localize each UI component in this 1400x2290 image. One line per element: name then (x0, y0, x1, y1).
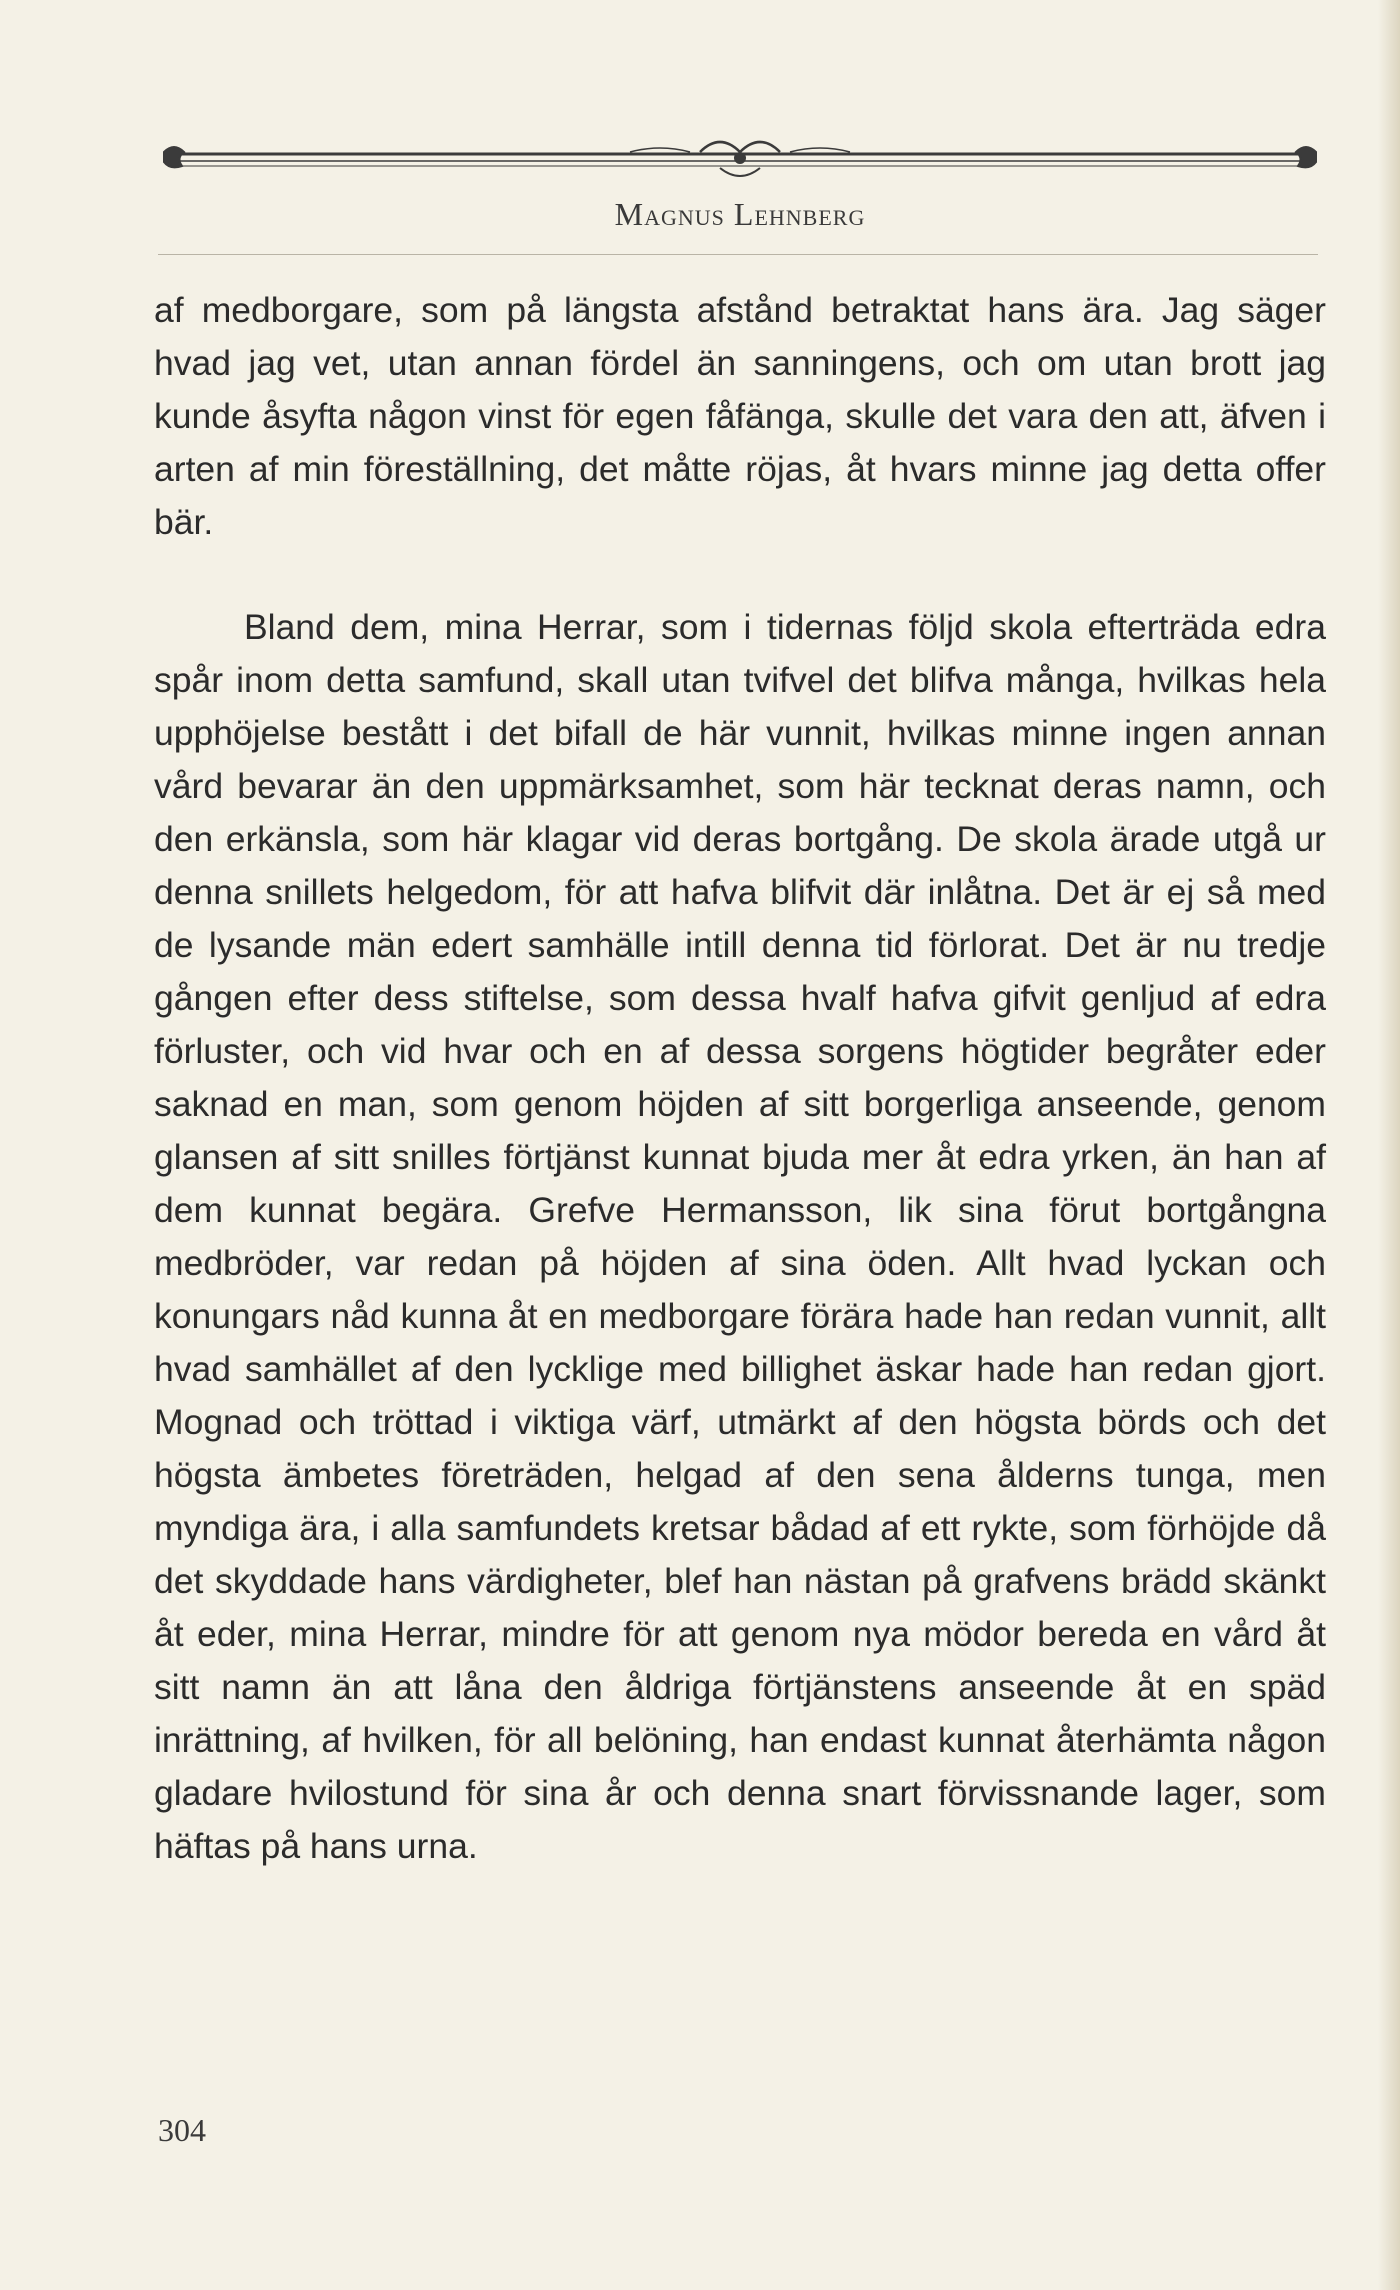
paragraph-gap (154, 549, 1326, 601)
paragraph-2: Bland dem, mina Herrar, som i tidernas följd skola efterträda edra spår inom detta samfund, skall utan tvifvel det blifva många, hvilkas hela upphöjelse bestått i det bifall de här vunnit, hvilkas minne ingen annan vård bevarar än den uppmärksamhet, som här tecknat deras namn, och den erkänsla, som här klagar vid deras bortgång. De skola ärade utgå ur denna snillets helgedom, för att hafva blifvit där inlåtna. Det är ej så med de lysande män edert samhälle intill denna tid förlorat. Det är nu tredje gången efter dess stiftelse, som dessa hvalf hafva gifvit genljud af edra förluster, och vid hvar och en af dessa sorgens högtider begråter eder saknad en man, som genom höjden af sitt borgerliga anseende, genom glansen af sitt snilles förtjänst kunnat bjuda mer åt edra yrken, än han af dem kunnat begära. Grefve Hermansson, lik sina förut bortgångna medbröder, var redan på höjden af sina öden. Allt hvad lyckan och konungars nåd kunna åt en medborgare förära hade han redan vunnit, allt hvad samhället af den lycklige med billighet äskar hade han redan gjort. Mognad och tröttad i viktiga värf, utmärkt af den högsta börds och det högsta ämbetes företräden, helgad af den sena ålderns tunga, men myndiga ära, i alla samfundets kretsar bådad af ett rykte, som förhöjde då det skyddade hans värdigheter, blef han nästan på grafvens brädd skänkt åt eder, mina Herrar, mindre för att genom nya mödor bereda en vård åt sitt namn än att låna den åldriga förtjänstens anseende åt en späd inrättning, af hvilken, för all belöning, han endast kunnat återhämta någon gladare hvilostund för sina år och denna snart förvissnande lager, som häftas på hans urna. (154, 607, 1326, 1866)
header-rule (158, 254, 1318, 255)
running-head-title: Magnus Lehnberg (614, 196, 866, 232)
decorative-headpiece-ornament (160, 134, 1320, 194)
page-number: 304 (158, 2112, 206, 2148)
paragraph-1: af medborgare, som på längsta afstånd betraktat hans ära. Jag säger hvad jag vet, utan annan fördel än sanningens, och om utan brott jag kunde åsyfta någon vinst för egen fåfänga, skulle det vara den att, äfven i arten af min föreställning, det måtte röjas, åt hvars minne jag detta offer bär. (154, 290, 1326, 542)
body-text (154, 284, 1326, 1873)
page-edge-shadow (1378, 0, 1400, 2290)
